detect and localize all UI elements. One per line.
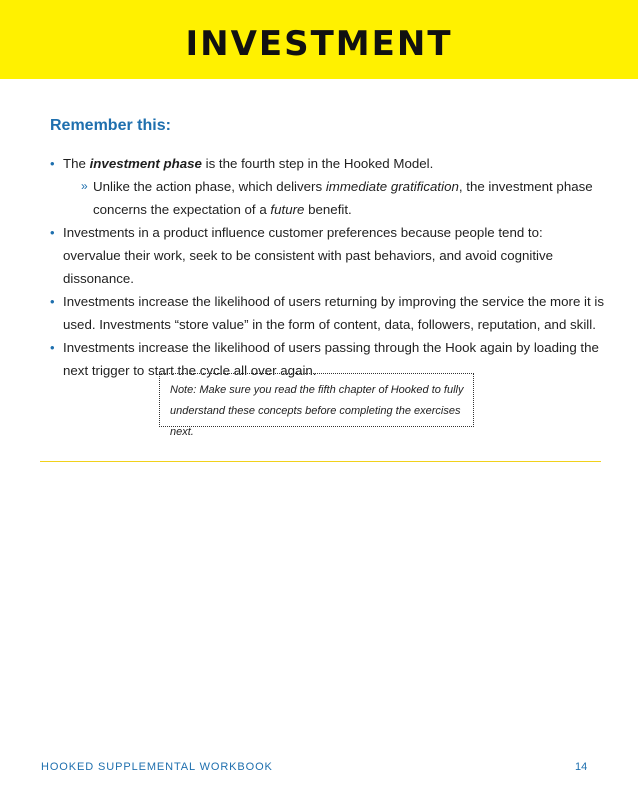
emphasis-text: future: [270, 202, 305, 217]
sub-point-text: concerns the expectation of a: [93, 202, 271, 217]
note-box: [159, 373, 474, 438]
footer-book-title: HOOKED SUPPLEMENTAL WORKBOOK: [41, 761, 273, 773]
point-text: Investments in a product influence customer preferences because people tend to:: [63, 225, 543, 240]
note-text: [170, 380, 465, 443]
point-text: The: [63, 156, 90, 171]
point-text: used. Investments “store value” in the form of content, data, followers, reputation, and skill.: [63, 317, 596, 332]
bullet-icon: •: [50, 156, 55, 171]
list-item: [50, 290, 620, 336]
point-text: Investments increase the likelihood of users passing through the Hook again by loading the: [63, 340, 599, 355]
note-line: understand these concepts before completing the exercises next.: [170, 405, 461, 438]
sub-point-text: benefit.: [304, 202, 352, 217]
point-text: next trigger to start the cycle all over again.: [63, 363, 317, 378]
point-text: is the fourth step in the Hooked Model.: [201, 156, 434, 171]
chevron-right-icon: »: [81, 179, 88, 193]
key-points-list: [50, 152, 620, 382]
sub-point-text: Unlike the action phase, which delivers: [93, 179, 326, 194]
emphasis-text: investment phase: [89, 156, 202, 171]
emphasis-text: immediate gratification: [325, 179, 459, 194]
point-text: overvalue their work, seek to be consistent with past behaviors, and avoid cognitive dissonance.: [63, 248, 554, 286]
section-heading: Remember this:: [50, 117, 171, 134]
page-title: INVESTMENT: [185, 24, 453, 64]
list-item: [50, 221, 620, 290]
bullet-icon: •: [50, 294, 55, 309]
note-line: Note: Make sure you read the fifth chapter of Hooked to fully: [170, 384, 464, 396]
bullet-icon: •: [50, 225, 55, 240]
sub-point: [63, 175, 620, 221]
title-banner: [0, 0, 638, 79]
divider: [40, 461, 601, 462]
page-number: 14: [575, 761, 588, 773]
sub-point-text: , the investment phase: [458, 179, 593, 194]
list-item: [50, 152, 620, 221]
point-text: Investments increase the likelihood of users returning by improving the service the more it is: [63, 294, 604, 309]
bullet-icon: •: [50, 340, 55, 355]
